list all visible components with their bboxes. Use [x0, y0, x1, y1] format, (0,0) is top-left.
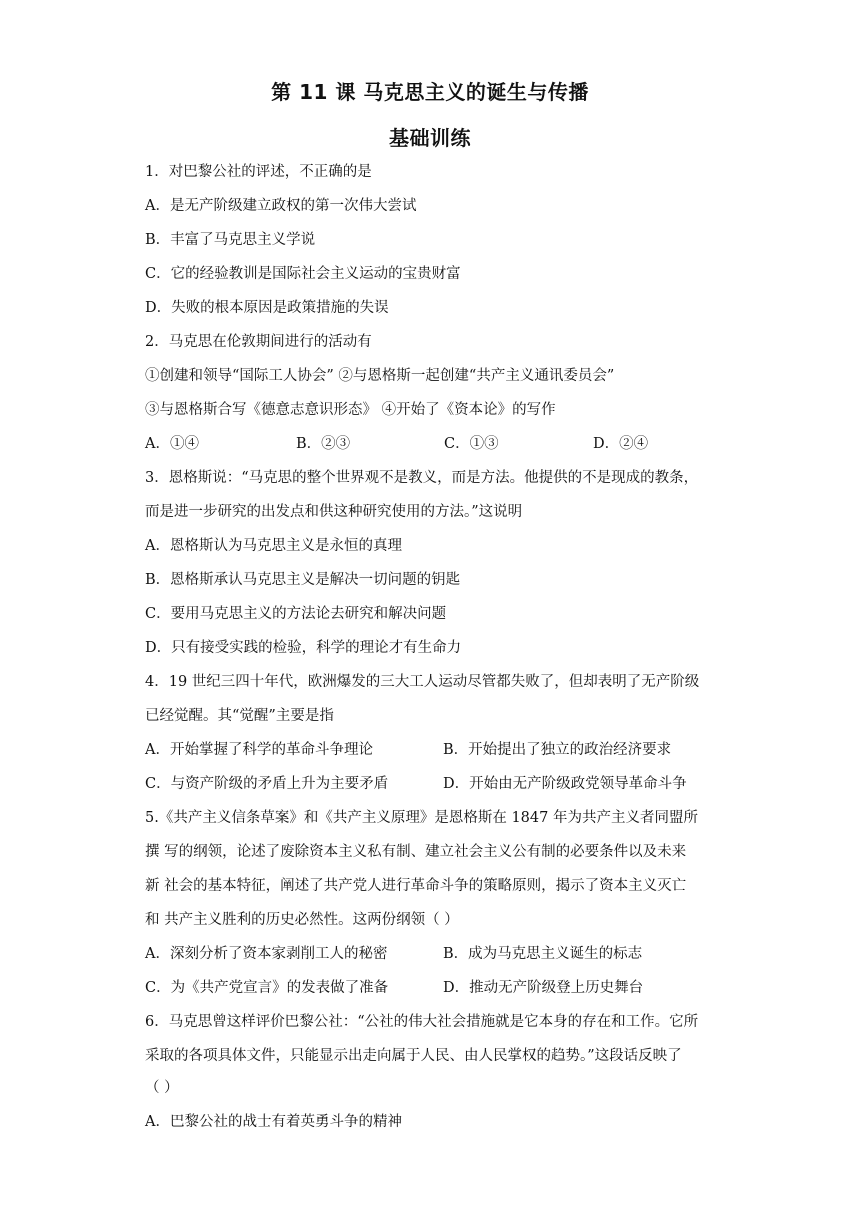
question-1-option-a: A．是无产阶级建立政权的第一次伟大尝试 [145, 198, 417, 214]
question-2-item-line-2: ③与恩格斯合写《德意志意识形态》 ④开始了《资本论》的写作 [145, 402, 556, 418]
question-5-option-b: B．成为马克思主义诞生的标志 [443, 946, 643, 962]
question-3-stem-line-1: 3．恩格斯说：“马克思的整个世界观不是教义，而是方法。他提供的不是现成的教条， [145, 470, 699, 486]
question-6-stem-line-1: 6．马克思曾这样评价巴黎公社：“公社的伟大社会措施就是它本身的存在和工作。它所 [145, 1014, 699, 1030]
question-5-stem-line-1: 5.《共产主义信条草案》和《共产主义原理》是恩格斯在 1847 年为共产主义者同盟所 [145, 810, 698, 826]
lesson-title: 第 11 课 马克思主义的诞生与传播 [271, 80, 589, 104]
question-1-option-b: B．丰富了马克思主义学说 [145, 232, 316, 248]
question-3-stem-line-2: 而是进一步研究的出发点和供这种研究使用的方法。”这说明 [145, 504, 523, 520]
question-3-option-a: A．恩格斯认为马克思主义是永恒的真理 [145, 538, 402, 554]
question-3-option-c: C．要用马克思主义的方法论去研究和解决问题 [145, 606, 447, 622]
question-1-stem: 1．对巴黎公社的评述，不正确的是 [145, 164, 372, 180]
question-5-option-a: A．深刻分析了资本家剥削工人的秘密 [145, 946, 388, 962]
question-5-stem-line-4: 和 共产主义胜利的历史必然性。这两份纲领（ ） [145, 912, 459, 928]
question-4-option-d: D．开始由无产阶级政党领导革命斗争 [443, 776, 687, 792]
question-3-option-d: D．只有接受实践的检验，科学的理论才有生命力 [145, 640, 462, 656]
question-1-option-c: C．它的经验教训是国际社会主义运动的宝贵财富 [145, 266, 461, 282]
question-2-option-b: B．②③ [296, 436, 351, 452]
question-4-stem-line-1: 4．19 世纪三四十年代，欧洲爆发的三大工人运动尽管都失败了，但却表明了无产阶级 [145, 674, 700, 690]
question-2-item-line-1: ①创建和领导“国际工人协会” ②与恩格斯一起创建“共产主义通讯委员会” [145, 368, 615, 384]
question-2-option-a: A．①④ [145, 436, 199, 452]
question-6-answer-blank: （ ） [145, 1080, 179, 1096]
question-4-option-b: B．开始提出了独立的政治经济要求 [443, 742, 672, 758]
question-5-stem-line-2: 撰 写的纲领，论述了废除资本主义私有制、建立社会主义公有制的必要条件以及未来 [145, 844, 687, 860]
question-4-option-a: A．开始掌握了科学的革命斗争理论 [145, 742, 373, 758]
question-5-option-d: D．推动无产阶级登上历史舞台 [443, 980, 644, 996]
question-2-option-c: C．①③ [444, 436, 499, 452]
question-6-option-a: A．巴黎公社的战士有着英勇斗争的精神 [145, 1114, 402, 1130]
question-5-option-c: C．为《共产党宣言》的发表做了准备 [145, 980, 389, 996]
question-4-option-c: C．与资产阶级的矛盾上升为主要矛盾 [145, 776, 389, 792]
question-1-option-d: D．失败的根本原因是政策措施的失误 [145, 300, 389, 316]
question-3-option-b: B．恩格斯承认马克思主义是解决一切问题的钥匙 [145, 572, 461, 588]
question-4-stem-line-2: 已经觉醒。其“觉醒”主要是指 [145, 708, 334, 724]
question-6-stem-line-2: 采取的各项具体文件，只能显示出走向属于人民、由人民掌权的趋势。”这段话反映了 [145, 1048, 682, 1064]
question-2-stem: 2．马克思在伦敦期间进行的活动有 [145, 334, 372, 350]
question-2-option-d: D．②④ [593, 436, 649, 452]
question-5-stem-line-3: 新 社会的基本特征，阐述了共产党人进行革命斗争的策略原则，揭示了资本主义灭亡 [145, 878, 687, 894]
section-title: 基础训练 [389, 126, 471, 150]
